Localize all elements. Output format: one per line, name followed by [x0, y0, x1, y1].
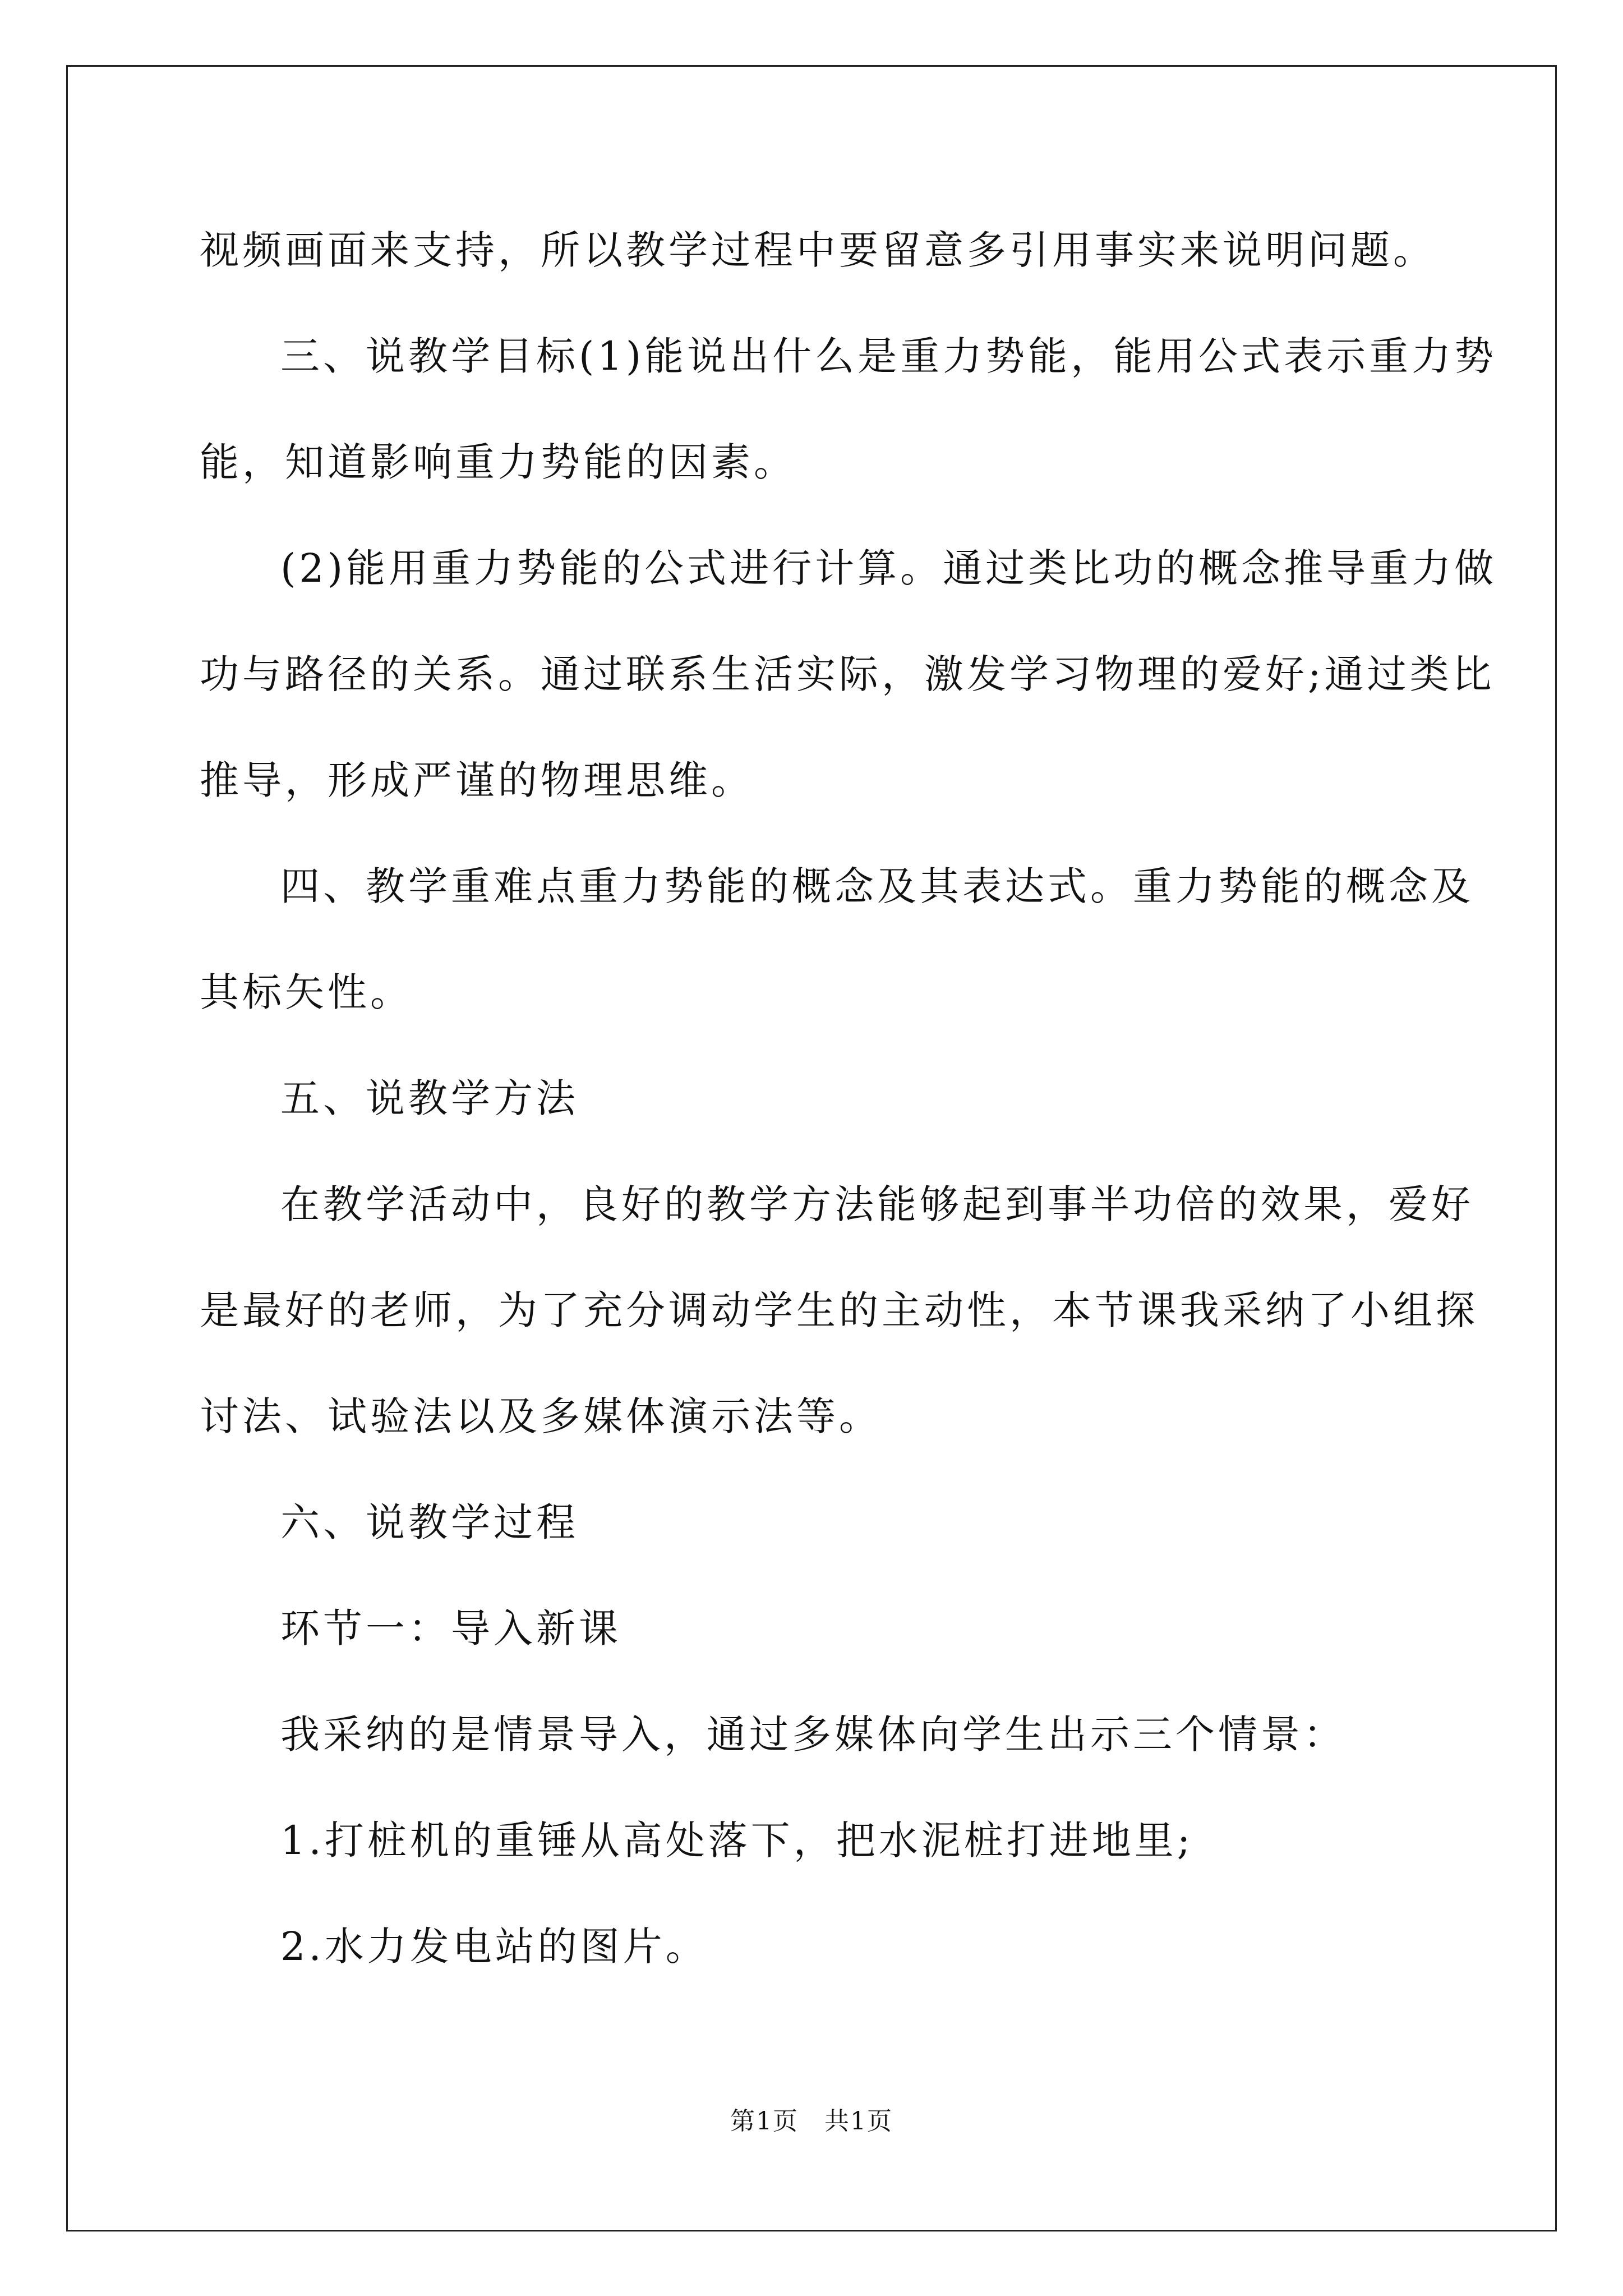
text-line-7: 四、教学重难点重力势能的概念及其表达式。重力势能的概念及	[280, 863, 1474, 909]
text-line-14: 环节一：导入新课	[280, 1605, 621, 1651]
text-line-1: 视频画面来支持，所以教学过程中要留意多引用事实来说明问题。	[200, 227, 1436, 273]
text-line-6: 推导，形成严谨的物理思维。	[200, 757, 754, 803]
text-line-2: 三、说教学目标(1)能说出什么是重力势能，能用公式表示重力势	[280, 333, 1497, 379]
text-line-4: (2)能用重力势能的公式进行计算。通过类比功的概念推导重力做	[280, 545, 1497, 591]
text-line-17: 2.水力发电站的图片。	[280, 1924, 708, 1970]
page-footer: 第1页 共1页	[730, 2107, 893, 2136]
text-line-12: 讨法、试验法以及多媒体演示法等。	[200, 1393, 882, 1439]
text-line-8: 其标矢性。	[200, 969, 413, 1015]
text-line-9: 五、说教学方法	[280, 1075, 579, 1121]
text-line-15: 我采纳的是情景导入，通过多媒体向学生出示三个情景：	[280, 1711, 1346, 1757]
text-line-3: 能，知道影响重力势能的因素。	[200, 439, 796, 485]
page-border	[66, 65, 1557, 2231]
text-line-11: 是最好的老师，为了充分调动学生的主动性，本节课我采纳了小组探	[200, 1287, 1478, 1333]
text-line-13: 六、说教学过程	[280, 1499, 579, 1545]
text-line-10: 在教学活动中，良好的教学方法能够起到事半功倍的效果，爱好	[280, 1181, 1474, 1227]
text-line-5: 功与路径的关系。通过联系生活实际，激发学习物理的爱好;通过类比	[200, 651, 1495, 697]
text-line-16: 1.打桩机的重锤从高处落下，把水泥桩打进地里;	[280, 1818, 1194, 1864]
